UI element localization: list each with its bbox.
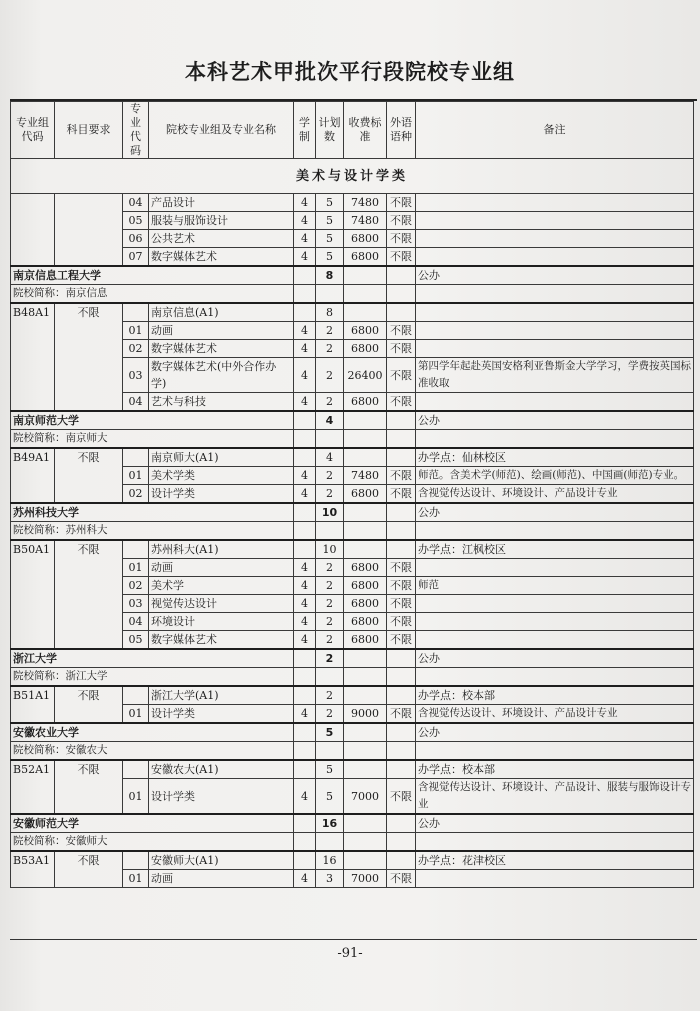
group-plan: 5 [316,760,344,779]
years: 4 [294,358,316,393]
table-cell [344,649,387,668]
table-cell [387,760,416,779]
group-name: 苏州科大(A1) [149,540,294,559]
language: 不限 [387,322,416,340]
abbreviation-row [11,285,694,304]
table-cell [316,430,344,449]
years: 4 [294,595,316,613]
major-code: 02 [123,340,149,358]
group-name: 南京师大(A1) [149,448,294,467]
university-name: 苏州科技大学 [11,503,294,522]
table-cell [387,285,416,304]
group-plan: 8 [316,303,344,322]
table-cell [416,833,694,852]
major-code: 04 [123,194,149,212]
table-cell [387,503,416,522]
university-row [11,814,694,833]
years: 4 [294,467,316,485]
table-row [11,194,694,212]
school-abbreviation: 院校简称：安徽师大 [11,833,294,852]
remark [416,340,694,358]
plan-count: 2 [316,340,344,358]
group-remark: 办学点：江枫校区 [416,540,694,559]
plan-count: 2 [316,631,344,650]
plan-count: 5 [316,194,344,212]
table-cell [344,851,387,870]
table-cell [344,814,387,833]
table-cell [387,448,416,467]
major-code: 01 [123,559,149,577]
table-cell [294,814,316,833]
plan-count: 2 [316,595,344,613]
group-name: 安徽师大(A1) [149,851,294,870]
university-name: 安徽师范大学 [11,814,294,833]
group-row [11,760,694,779]
university-plan: 5 [316,723,344,742]
table-body [11,159,694,888]
language: 不限 [387,212,416,230]
group-plan: 4 [316,448,344,467]
header-cell: 专业代码 [123,102,149,159]
group-remark: 办学点：仙林校区 [416,448,694,467]
fee: 6800 [344,322,387,340]
remark [416,595,694,613]
subject-requirement: 不限 [55,760,123,814]
header-cell: 计划数 [316,102,344,159]
language: 不限 [387,577,416,595]
table-cell [387,833,416,852]
major-name: 数字媒体艺术 [149,248,294,267]
table-cell [387,430,416,449]
years: 4 [294,340,316,358]
language: 不限 [387,870,416,888]
abbreviation-row [11,430,694,449]
major-code: 06 [123,230,149,248]
table-cell [123,686,149,705]
table-cell [294,668,316,687]
table-cell [294,742,316,761]
table-cell [387,649,416,668]
remark: 师范。含美术学(师范)、绘画(师范)、中国画(师范)专业。 [416,467,694,485]
years: 4 [294,631,316,650]
years: 4 [294,613,316,631]
plan-count: 2 [316,393,344,412]
major-name: 动画 [149,322,294,340]
table-cell [294,522,316,541]
table-cell [344,503,387,522]
school-abbreviation: 院校简称：安徽农大 [11,742,294,761]
group-remark [416,303,694,322]
fee: 6800 [344,393,387,412]
table-cell [123,540,149,559]
language: 不限 [387,613,416,631]
header-cell: 科目要求 [55,102,123,159]
language: 不限 [387,485,416,504]
abbreviation-row [11,742,694,761]
university-plan: 4 [316,411,344,430]
table-cell [55,194,123,267]
major-code: 02 [123,485,149,504]
table-cell [316,668,344,687]
table-cell [294,649,316,668]
group-plan: 16 [316,851,344,870]
major-code: 05 [123,212,149,230]
plan-count: 2 [316,613,344,631]
major-code: 04 [123,393,149,412]
group-plan: 10 [316,540,344,559]
major-name: 动画 [149,559,294,577]
remark [416,230,694,248]
years: 4 [294,248,316,267]
table-cell [344,430,387,449]
group-code: B51A1 [11,686,55,723]
group-plan: 2 [316,686,344,705]
group-remark: 办学点：花津校区 [416,851,694,870]
major-name: 产品设计 [149,194,294,212]
table-cell [294,723,316,742]
language: 不限 [387,595,416,613]
table-cell [344,448,387,467]
major-name: 数字媒体艺术(中外合作办学) [149,358,294,393]
language: 不限 [387,248,416,267]
table-cell [416,668,694,687]
table-cell [416,522,694,541]
subject-requirement: 不限 [55,686,123,723]
major-code: 04 [123,613,149,631]
plan-count: 2 [316,485,344,504]
table-cell [294,540,316,559]
major-name: 视觉传达设计 [149,595,294,613]
subject-requirement: 不限 [55,448,123,503]
plan-count: 5 [316,779,344,815]
header-cell: 专业组代码 [11,102,55,159]
table-cell [344,285,387,304]
major-code: 07 [123,248,149,267]
university-name: 南京信息工程大学 [11,266,294,285]
major-name: 动画 [149,870,294,888]
table-cell [294,303,316,322]
plan-count: 2 [316,559,344,577]
school-abbreviation: 院校简称：苏州科大 [11,522,294,541]
years: 4 [294,779,316,815]
table-cell [316,522,344,541]
table-cell [11,194,55,267]
university-name: 安徽农业大学 [11,723,294,742]
plan-count: 5 [316,230,344,248]
admission-table-frame [10,99,697,940]
remark [416,194,694,212]
table-cell [387,266,416,285]
page-title: 本科艺术甲批次平行段院校专业组 [185,60,515,84]
fee: 7480 [344,212,387,230]
university-plan: 16 [316,814,344,833]
major-code: 03 [123,358,149,393]
table-cell [344,723,387,742]
group-row [11,303,694,322]
plan-count: 5 [316,212,344,230]
language: 不限 [387,779,416,815]
table-header [11,102,694,159]
university-row [11,503,694,522]
remark [416,322,694,340]
table-cell [294,266,316,285]
table-cell [294,411,316,430]
major-name: 数字媒体艺术 [149,631,294,650]
language: 不限 [387,340,416,358]
years: 4 [294,212,316,230]
remark [416,870,694,888]
table-cell [316,285,344,304]
major-name: 服装与服饰设计 [149,212,294,230]
fee: 7480 [344,467,387,485]
university-plan: 2 [316,649,344,668]
table-cell [344,303,387,322]
remark: 师范 [416,577,694,595]
remark [416,248,694,267]
major-name: 数字媒体艺术 [149,340,294,358]
binding-edge [0,99,10,937]
major-name: 美术学 [149,577,294,595]
plan-count: 2 [316,467,344,485]
admission-table [10,101,694,888]
school-type: 公办 [416,814,694,833]
header-cell: 备注 [416,102,694,159]
fee: 6800 [344,559,387,577]
fee: 6800 [344,248,387,267]
table-cell [387,540,416,559]
table-cell [387,303,416,322]
table-cell [344,668,387,687]
university-name: 浙江大学 [11,649,294,668]
fee: 26400 [344,358,387,393]
language: 不限 [387,467,416,485]
major-code: 05 [123,631,149,650]
abbreviation-row [11,668,694,687]
page-number: -91- [337,946,363,961]
university-plan: 8 [316,266,344,285]
table-cell [123,303,149,322]
major-name: 环境设计 [149,613,294,631]
years: 4 [294,485,316,504]
abbreviation-row [11,522,694,541]
years: 4 [294,322,316,340]
school-type: 公办 [416,503,694,522]
subject-requirement: 不限 [55,303,123,411]
group-name: 南京信息(A1) [149,303,294,322]
table-cell [416,430,694,449]
table-cell [294,503,316,522]
remark: 含视觉传达设计、环境设计、产品设计专业 [416,705,694,724]
major-code: 01 [123,779,149,815]
language: 不限 [387,705,416,724]
table-cell [387,522,416,541]
group-row [11,540,694,559]
plan-count: 5 [316,248,344,267]
major-code: 03 [123,595,149,613]
language: 不限 [387,393,416,412]
table-cell [344,411,387,430]
group-row [11,686,694,705]
major-name: 美术学类 [149,467,294,485]
category-row [11,159,694,194]
language: 不限 [387,358,416,393]
fee: 6800 [344,230,387,248]
remark [416,631,694,650]
table-cell [123,851,149,870]
major-code: 02 [123,577,149,595]
table-cell [387,851,416,870]
table-cell [294,448,316,467]
fee: 6800 [344,485,387,504]
table-cell [416,742,694,761]
group-remark: 办学点：校本部 [416,686,694,705]
table-cell [344,266,387,285]
table-cell [387,742,416,761]
fee: 7000 [344,779,387,815]
school-type: 公办 [416,411,694,430]
group-code: B48A1 [11,303,55,411]
table-cell [344,540,387,559]
school-abbreviation: 院校简称：南京师大 [11,430,294,449]
table-cell [294,833,316,852]
university-plan: 10 [316,503,344,522]
remark [416,613,694,631]
plan-count: 3 [316,870,344,888]
table-cell [294,686,316,705]
remark [416,393,694,412]
remark: 含视觉传达设计、环境设计、产品设计、服装与服饰设计专业 [416,779,694,815]
remark [416,559,694,577]
language: 不限 [387,559,416,577]
abbreviation-row [11,833,694,852]
language: 不限 [387,230,416,248]
school-type: 公办 [416,649,694,668]
subject-requirement: 不限 [55,851,123,888]
fee: 7480 [344,194,387,212]
years: 4 [294,870,316,888]
school-type: 公办 [416,723,694,742]
table-cell [387,814,416,833]
table-cell [294,430,316,449]
fee: 7000 [344,870,387,888]
table-cell [387,723,416,742]
header-cell: 外语语种 [387,102,416,159]
university-name: 南京师范大学 [11,411,294,430]
school-abbreviation: 院校简称：南京信息 [11,285,294,304]
years: 4 [294,705,316,724]
major-name: 公共艺术 [149,230,294,248]
table-cell [387,686,416,705]
remark: 含视觉传达设计、环境设计、产品设计专业 [416,485,694,504]
years: 4 [294,559,316,577]
table-cell [294,760,316,779]
header-cell: 收费标准 [344,102,387,159]
table-cell [344,686,387,705]
major-name: 艺术与科技 [149,393,294,412]
group-code: B49A1 [11,448,55,503]
group-row [11,851,694,870]
table-cell [387,411,416,430]
header-cell: 学制 [294,102,316,159]
table-cell [387,668,416,687]
fee: 6800 [344,631,387,650]
group-code: B53A1 [11,851,55,888]
major-name: 设计学类 [149,779,294,815]
fee: 6800 [344,595,387,613]
table-cell [416,285,694,304]
plan-count: 2 [316,705,344,724]
table-cell [316,833,344,852]
table-cell [344,833,387,852]
plan-count: 2 [316,577,344,595]
language: 不限 [387,631,416,650]
header-cell: 院校专业组及专业名称 [149,102,294,159]
group-code: B52A1 [11,760,55,814]
university-row [11,649,694,668]
group-remark: 办学点：校本部 [416,760,694,779]
table-cell [294,285,316,304]
group-code: B50A1 [11,540,55,649]
group-name: 浙江大学(A1) [149,686,294,705]
remark [416,212,694,230]
years: 4 [294,194,316,212]
language: 不限 [387,194,416,212]
major-code: 01 [123,705,149,724]
table-cell [316,742,344,761]
table-cell [294,851,316,870]
remark: 第四学年起赴英国安格利亚鲁斯金大学学习，学费按英国标准收取 [416,358,694,393]
major-name: 设计学类 [149,485,294,504]
school-abbreviation: 院校简称：浙江大学 [11,668,294,687]
major-code: 01 [123,467,149,485]
table-cell [123,760,149,779]
university-row [11,411,694,430]
university-row [11,723,694,742]
fee: 6800 [344,340,387,358]
years: 4 [294,230,316,248]
major-name: 设计学类 [149,705,294,724]
major-code: 01 [123,870,149,888]
fee: 6800 [344,577,387,595]
subject-requirement: 不限 [55,540,123,649]
fee: 9000 [344,705,387,724]
table-cell [344,760,387,779]
group-name: 安徽农大(A1) [149,760,294,779]
years: 4 [294,393,316,412]
table-cell [344,742,387,761]
major-code: 01 [123,322,149,340]
plan-count: 2 [316,322,344,340]
table-cell [123,448,149,467]
university-row [11,266,694,285]
school-type: 公办 [416,266,694,285]
fee: 6800 [344,613,387,631]
category-title: 美术与设计学类 [11,159,694,194]
group-row [11,448,694,467]
table-cell [344,522,387,541]
years: 4 [294,577,316,595]
plan-count: 2 [316,358,344,393]
